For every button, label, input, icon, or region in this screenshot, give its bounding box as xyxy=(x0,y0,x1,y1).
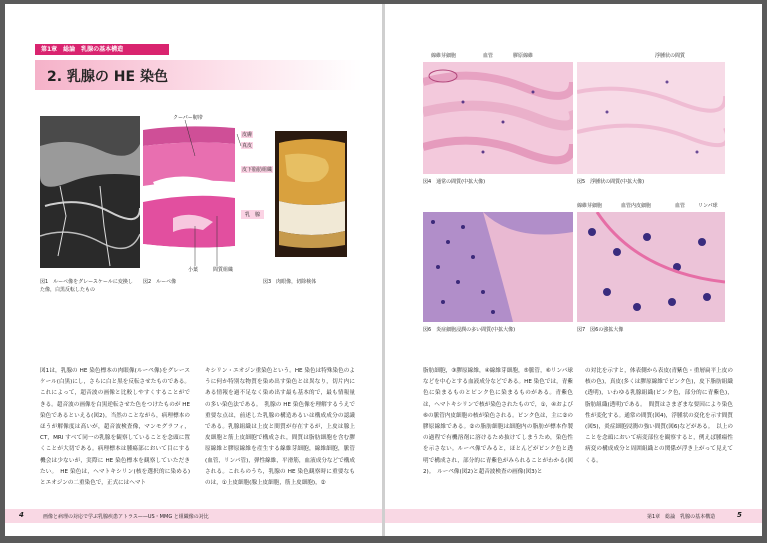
left-page-number: 4 xyxy=(19,511,24,519)
fig7-label-fibroblast: 線維芽細胞 xyxy=(577,203,603,209)
figure-1-image xyxy=(40,116,140,268)
label-mammary-gland: 乳 腺 xyxy=(241,210,264,219)
fig4-label-fibroblast: 線維芽細胞 xyxy=(431,53,457,59)
right-page xyxy=(385,4,762,536)
right-body-column-2: の対比を示すと，体表側から表皮(青紫色・重層扁平上皮の核の色)，真皮(多くは膠原線維でピンク色)，皮下脂肪組織(透明)，いわゆる乳腺組織(ピンク色，部分的に青紫色)，脂肪組織(透明)である。 間質はさまざまな要因により染色性が変化する。通常の間質(図4)，浮腫状の変化を示す間質(図5)，炎症細胞浸潤の強い間質(図6)などがある。 以上のことを念頭において病変部位を観察すると，例えば腫瘍性病変の構成成分と周囲組織との関係が浮き上がって見えてくる。 xyxy=(585,368,733,464)
section-title: 2. 乳腺の HE 染色 xyxy=(47,69,168,85)
label-dermis: 真皮 xyxy=(242,143,253,149)
section-title-bar xyxy=(35,60,362,90)
figure-4-image xyxy=(423,62,573,174)
figure-3-image xyxy=(275,131,347,257)
label-subcutaneous-fat: 皮下脂肪組織 xyxy=(242,167,273,173)
figure-4-caption: 図4 通常の間質(中拡大像) xyxy=(423,179,486,185)
right-page-number: 5 xyxy=(737,511,742,519)
left-body-column-2: キシリン・エオジン重染色という。HE 染色は特殊染色のように何か特別な物質を染め出す染色とは異なり，切片内にある情報を過不足なく染め出す最も基本的で，最も情報量の多い染色法である。 乳腺の HE 染色像を理解するうえで重要な点は，前述した乳腺の構造あるいは構成成分の認識である。乳腺組織は上皮と間質が存在するが，上皮は腺上皮細胞と筋上皮細胞で構成され，間質は脂肪細胞を含む膠原線維と膠原線維を産生する線維芽細胞，線維細胞，脈管(血管，リンパ管)，弾性線維，平滑筋，血液成分などで構成される。これらのうち，乳腺の HE 染色観察時に重要なものは，①上皮細胞(腺上皮細胞，筋上皮細胞)，② xyxy=(205,368,355,487)
figure-7-caption: 図7 図6の強拡大像 xyxy=(577,327,624,333)
right-footer-chapter: 第1章 総論 乳腺の基本構造 xyxy=(647,514,716,520)
figure-6-caption: 図6 炎症細胞浸潤の多い間質(中拡大像) xyxy=(423,327,516,333)
figure-6-image xyxy=(423,212,573,322)
label-stroma: 間質組織 xyxy=(213,267,234,273)
chapter-label: 第1章 総論 乳腺の基本構造 xyxy=(35,44,169,55)
label-lobule: 小葉 xyxy=(188,267,199,273)
left-page xyxy=(5,4,382,536)
right-body-column-1: 脂肪細胞，③膠原線維，④線維芽細胞，⑤脈管，⑥リンパ球などを中心とする血液成分などである。HE 染色では，青紫色に染まるものとピンク色に染まるものがある。青紫色は，ヘマトキシリンで核が染色されたもので，①，④および⑥の脈管内皮細胞の核が染色される。ピンク色は，主に②の膠原線維である。②の脂肪細胞は細胞内の脂肪が標本作製の過程で有機溶剤に溶けるため抜けてしまうため，染色性を示さない。ルーペ像でみると，ほとんどがピンク色と透明で構成され，部分的に青紫色がみられることがわかる(図2)。 ルーペ像(図2)と超音波検査の画像(図3)と xyxy=(423,368,573,475)
figure-2-leader-lines xyxy=(155,116,255,271)
figure-5-caption: 図5 浮腫状の間質(中拡大像) xyxy=(577,179,645,185)
label-cooper-ligament: クーパー靭帯 xyxy=(173,115,203,121)
figure-1-caption: 図1 ルーペ像をグレースケールに変換した像，白黒反転したもの xyxy=(40,279,133,293)
label-skin: 皮膚 xyxy=(242,132,253,138)
fig4-label-collagen: 膠原線維 xyxy=(513,53,534,59)
left-body-column-1: 図1は，乳腺の HE 染色標本の肉眼像(ルーペ像)をグレースケール(白黒)にし，さらに白と黒を反転させたものである。これによって，超音波の画像と比較しやすくすることができる。超音波の画像を白黒逆転させた色をつけたものが HE 染色であるといえる(図2)。当然のことながら，病理標本のほうが解像度は高いが，超音波検査像，マンモグラフィ，CT，MRI すべて同一の乳腺を観察していることを念頭に置くことが大切である。病理標本は腫瘍部において目にする機会は少ないが，実際に HE 染色標本を観察していただきたい。 HE 染色は，ヘマトキシリン(核を選択的に染める)とエオジンの二重染色で，正式にはヘマト xyxy=(40,368,190,487)
left-footer-text: 画像と病理の対応で学ぶ乳腺疾患アトラス——US・MMG と組織像の対比 xyxy=(43,514,209,520)
fig7-label-endothelial: 血管内皮細胞 xyxy=(621,203,652,209)
fig4-label-vessel: 血管 xyxy=(483,53,494,59)
fig7-label-vessel: 血管 xyxy=(675,203,686,209)
fig7-label-lymphocyte: リンパ球 xyxy=(698,203,718,209)
figure-2-caption: 図2 ルーペ像 xyxy=(143,279,177,285)
figure-3-caption: 図3 肉眼像，切除検体 xyxy=(263,279,317,285)
figure-5-image xyxy=(577,62,725,174)
fig5-label-edematous-stroma: 浮腫状の間質 xyxy=(655,53,686,59)
figure-7-image xyxy=(577,212,725,322)
